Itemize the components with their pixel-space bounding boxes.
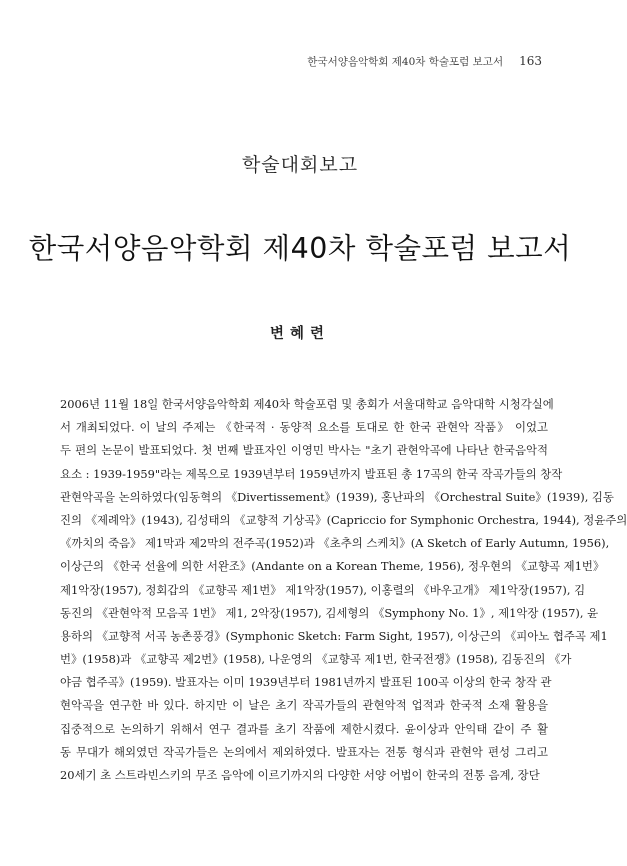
body-line: 두 편의 논문이 발표되었다. 첫 번째 발표자인 이영민 박사는 "초기 관현악곡에 나타난 한국음악적 (60, 443, 548, 458)
running-header (307, 54, 542, 69)
body-line: 현악곡을 연구한 바 있다. 하지만 이 날은 초기 작곡가들의 관현악적 업적과 한국적 소재 활용을 (60, 698, 548, 713)
page-number: 163 (519, 54, 542, 68)
body-line: 용하의 《교향적 서곡 농촌풍경》(Symphonic Sketch: Farm Sight, 1957), 이상근의 《피아노 협주곡 제1 (60, 628, 608, 643)
body-line: 동 무대가 해외였던 작곡가들은 논의에서 제외하였다. 발표자는 전통 형식과 관현악 편성 그리고 (60, 744, 548, 759)
author-name: 변혜련 (269, 326, 331, 342)
body-line: 요소 : 1939-1959"라는 제목으로 1939년부터 1959년까지 발표된 총 17곡의 한국 작곡가들의 창작 (60, 466, 563, 481)
body-line: 진의 《제례악》(1943), 김성태의 《교향적 기상곡》(Capriccio for Symphonic Orchestra, 1944), 정윤주의 (60, 512, 627, 527)
body-line: 동진의 《관현악적 모음곡 1번》 제1, 2악장(1957), 김세형의 《Symphony No. 1》, 제1악장 (1957), 윤 (60, 605, 599, 620)
body-line: 야금 협주곡》(1959). 발표자는 이미 1939년부터 1981년까지 발표된 100곡 이상의 한국 창작 관 (60, 675, 552, 690)
body-text (60, 393, 627, 787)
body-line: 관현악곡을 논의하였다(임동혁의 《Divertissement》(1939), 홍난파의 《Orchestral Suite》(1939), 김동 (60, 489, 614, 504)
article-title: 한국서양음악학회 제40차 학술포럼 보고서 (28, 232, 572, 265)
body-line: 20세기 초 스트라빈스키의 무조 음악에 이르기까지의 다양한 서양 어법이 한국의 전통 음계, 장단 (60, 768, 540, 782)
body-line: 집중적으로 논의하기 위해서 연구 결과를 초기 작품에 제한시켰다. 윤이상과 안익태 같이 주 활 (60, 721, 548, 736)
body-line: 이상근의 《한국 선율에 의한 서완조》(Andante on a Korean Theme, 1956), 정우현의 《교향곡 제1번》 (60, 559, 605, 574)
body-line: 제1악장(1957), 정회갑의 《교향곡 제1번》 제1악장(1957), 이홍렬의 《바우고개》 제1악장(1957), 김 (60, 582, 586, 597)
running-head-title: 한국서양음악학회 제40차 학술포럼 보고서 (307, 56, 504, 68)
section-label: 학술대회보고 (241, 154, 359, 176)
body-line: 2006년 11월 18일 한국서양음악학회 제40차 학술포럼 및 총회가 서울대학교 음악대학 시청각실에 (60, 397, 554, 411)
body-line: 《까치의 죽음》 제1막과 제2막의 전주곡(1952)과 《초추의 스케치》(A Sketch of Early Autumn, 1956), (60, 536, 610, 551)
body-line: 서 개최되었다. 이 날의 주제는 《한국적 · 동양적 요소를 토대로 한 한국 관현악 작품》 이었고 (60, 420, 548, 435)
body-line: 번》(1958)과 《교향곡 제2번》(1958), 나운영의 《교향곡 제1번, 한국전쟁》(1958), 김동진의 《가 (60, 652, 572, 667)
